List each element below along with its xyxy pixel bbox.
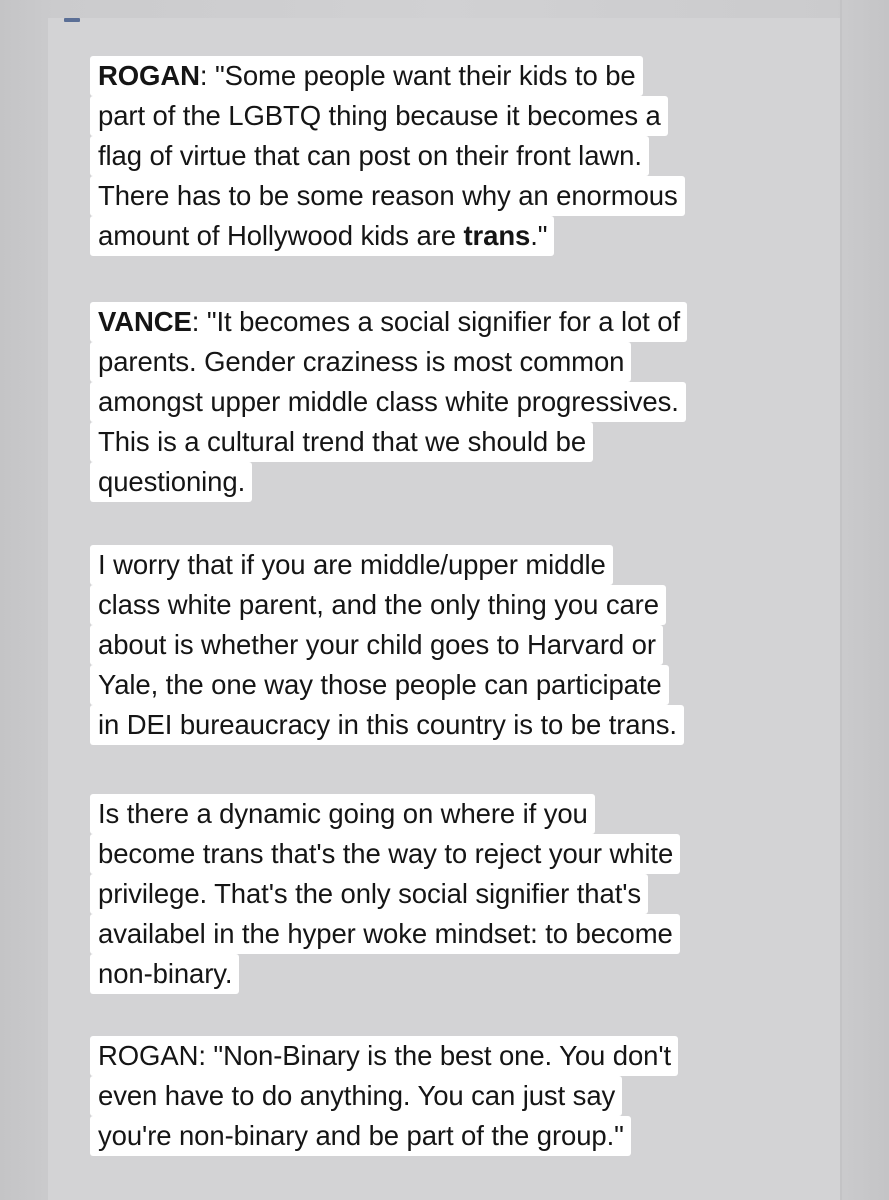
frame-edge [840,0,842,1200]
quote-line [90,56,685,96]
quote-line [90,216,685,256]
highlight: in DEI bureaucracy in this country is to be trans. [90,705,684,745]
quote-line [90,462,687,502]
highlight: part of the LGBTQ thing because it becomes a [90,96,668,136]
quote-rogan-1 [90,56,685,256]
quote-text: : "It becomes a social signifier for a lot of [191,306,680,337]
highlight: amongst upper middle class white progressives. [90,382,686,422]
highlight: become trans that's the way to reject your white [90,834,680,874]
quote-text: amount of Hollywood kids are [98,220,464,251]
quote-line [90,96,685,136]
quote-line [90,874,680,914]
highlight: non-binary. [90,954,239,994]
quote-line [90,422,687,462]
quote-line [90,585,684,625]
quote-rogan-2 [90,1036,678,1156]
quote-line [90,834,680,874]
accent-line [64,18,80,22]
quote-line [90,794,680,834]
highlight: you're non-binary and be part of the group." [90,1116,631,1156]
quote-line [90,705,684,745]
quote-line [90,342,687,382]
highlight: This is a cultural trend that we should be [90,422,593,462]
highlight [90,302,687,342]
highlight: Yale, the one way those people can participate [90,665,669,705]
highlight: availabel in the hyper woke mindset: to become [90,914,680,954]
quote-line [90,382,687,422]
quote-line [90,1076,678,1116]
quote-line [90,625,684,665]
highlight [90,216,554,256]
quote-vance-1 [90,302,687,502]
highlight: about is whether your child goes to Harvard or [90,625,663,665]
speaker-name: VANCE [98,306,192,337]
highlight: class white parent, and the only thing you care [90,585,666,625]
quote-line [90,914,680,954]
quote-vance-3 [90,794,680,994]
emphasis-text: trans [463,220,531,251]
quote-line [90,176,685,216]
highlight: privilege. That's the only social signifier that's [90,874,648,914]
quote-vance-2 [90,545,684,745]
quote-line [90,954,680,994]
quote-line [90,1036,678,1076]
highlight: Is there a dynamic going on where if you [90,794,595,834]
quote-text: ." [530,220,548,251]
highlight: flag of virtue that can post on their front lawn. [90,136,649,176]
highlight: parents. Gender craziness is most common [90,342,631,382]
highlight [90,56,643,96]
quote-line [90,136,685,176]
quote-line [90,665,684,705]
quote-line [90,545,684,585]
highlight: There has to be some reason why an enormous [90,176,685,216]
highlight: even have to do anything. You can just say [90,1076,622,1116]
quote-text: : "Some people want their kids to be [199,60,636,91]
highlight: ROGAN: "Non-Binary is the best one. You don't [90,1036,678,1076]
speaker-name: ROGAN [98,60,200,91]
highlight: questioning. [90,462,252,502]
highlight: I worry that if you are middle/upper middle [90,545,613,585]
quote-line [90,1116,678,1156]
quote-line [90,302,687,342]
